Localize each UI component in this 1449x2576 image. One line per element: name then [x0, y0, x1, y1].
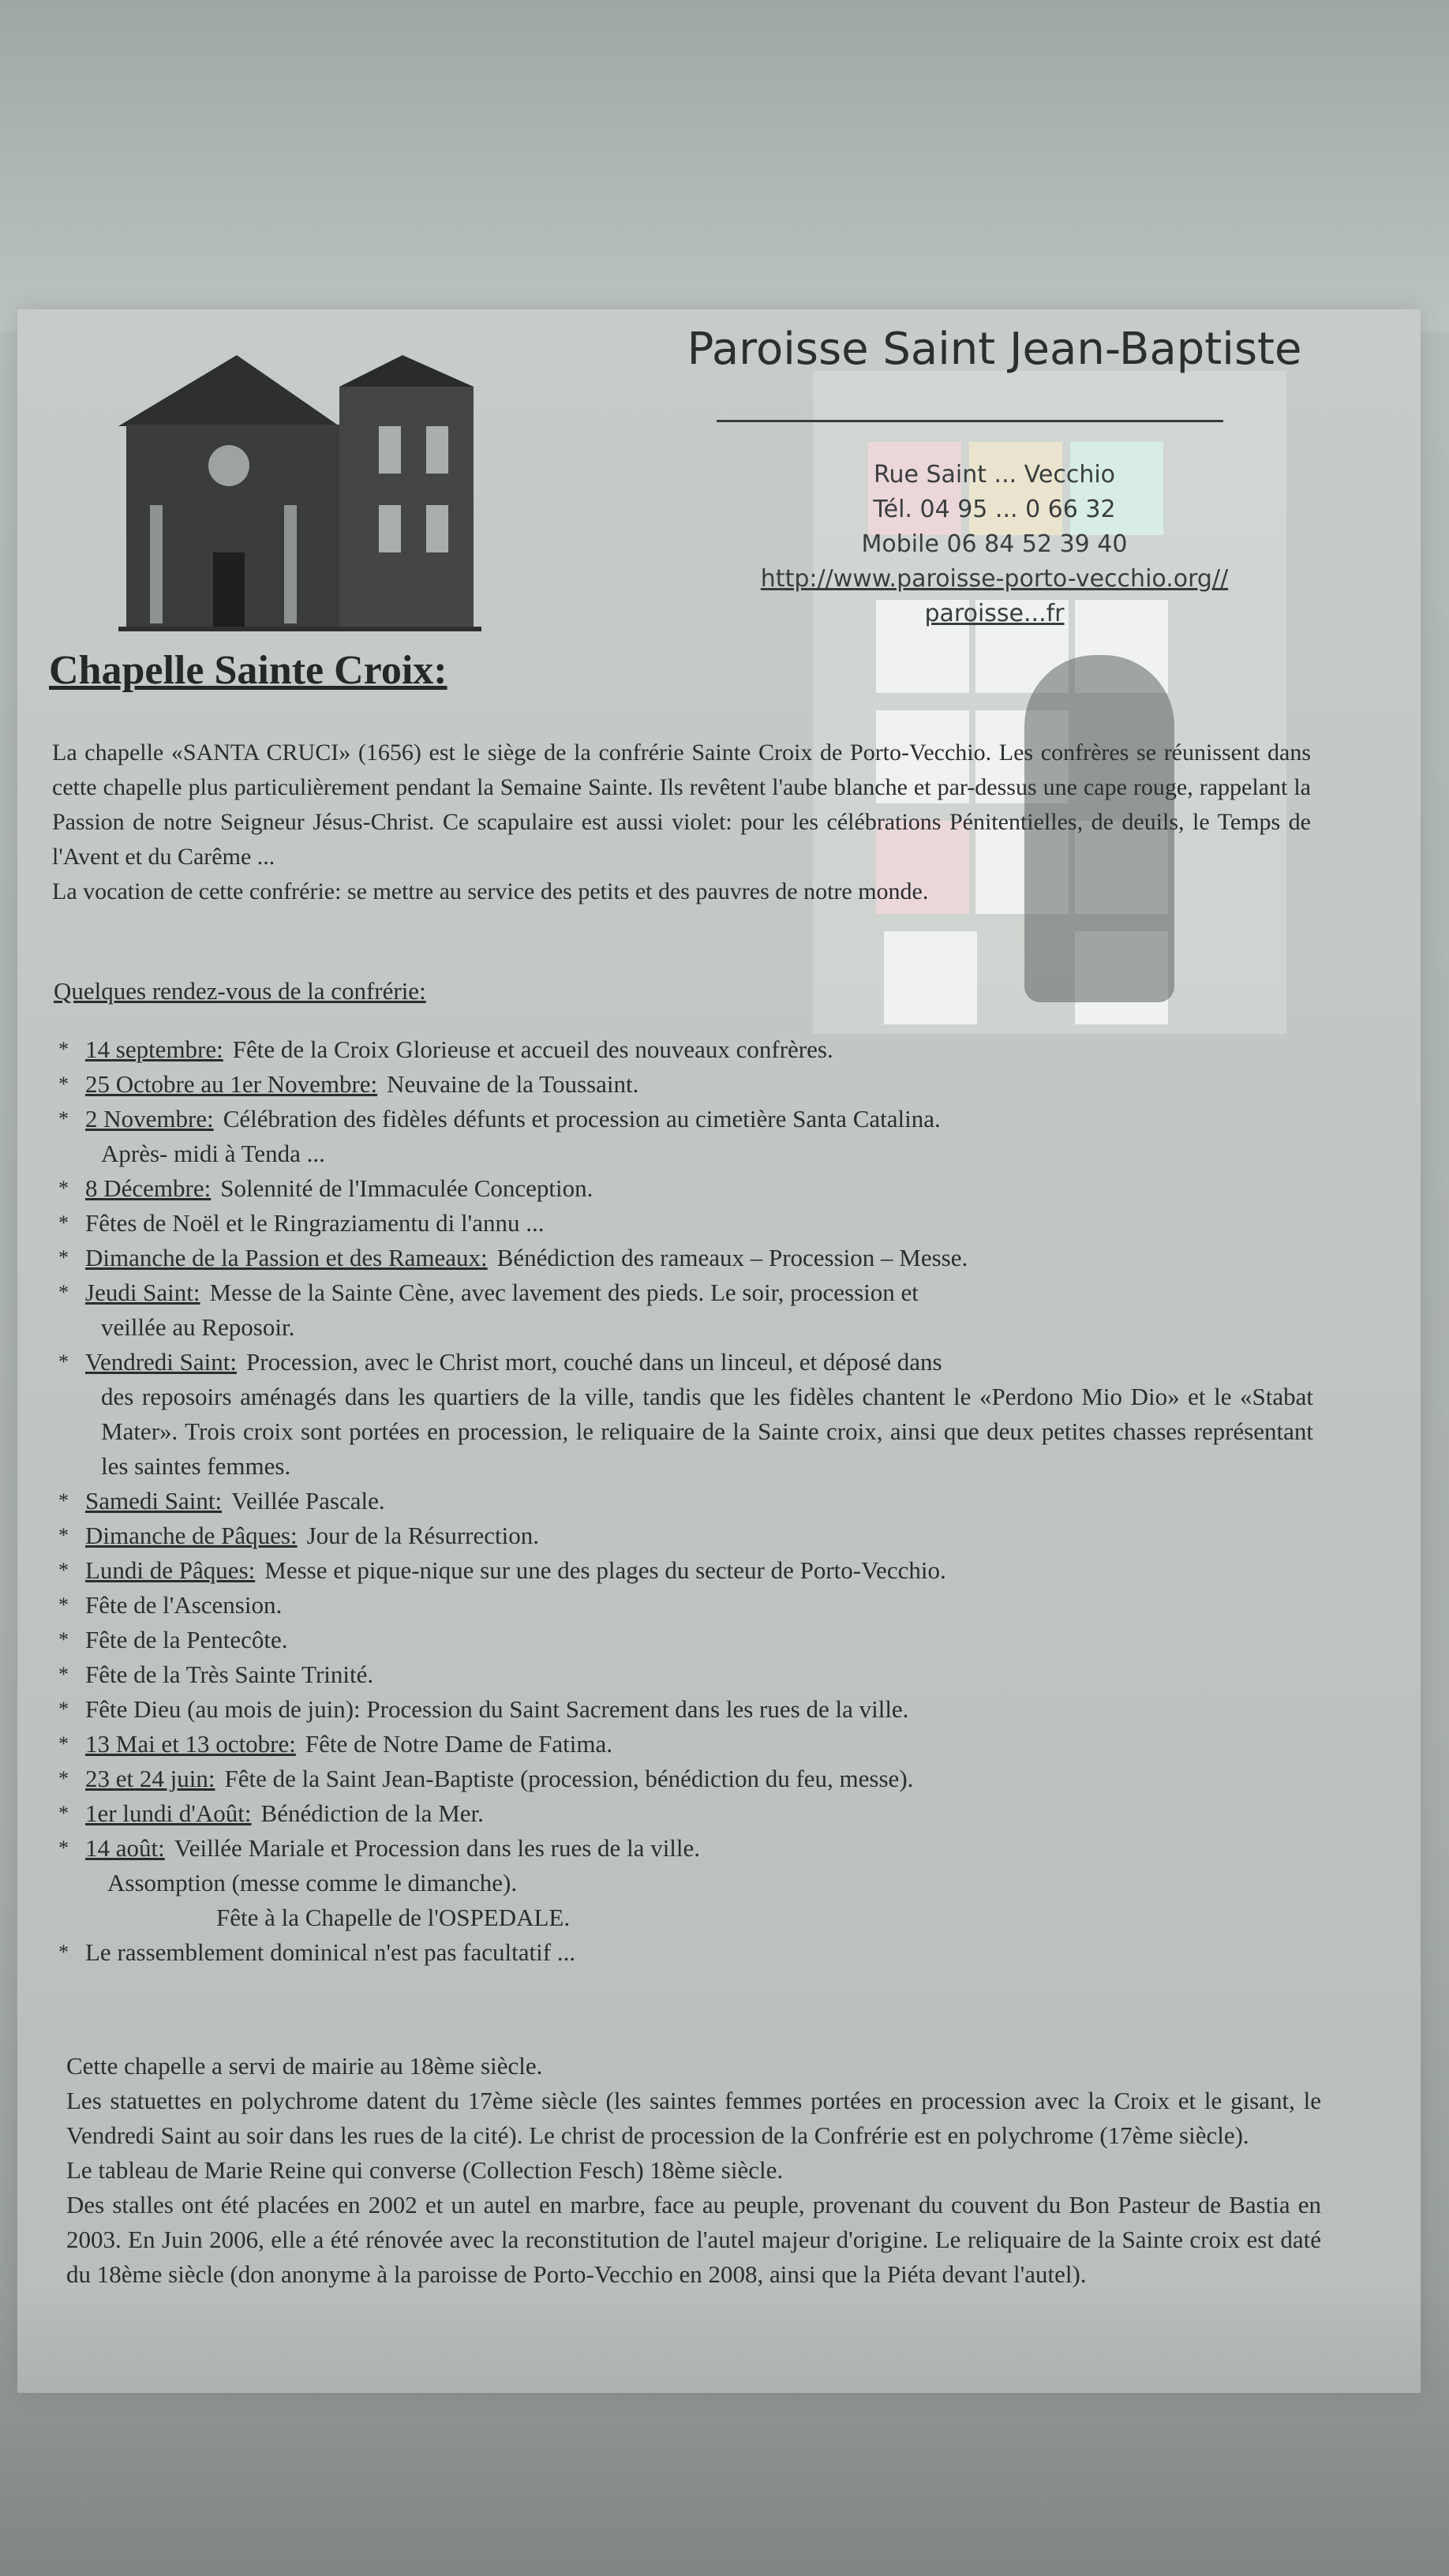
list-item: * 1er lundi d'Août: Bénédiction de la Mer. [58, 1796, 1313, 1831]
vocation-paragraph: La vocation de cette confrérie: se mettre au service des petits et des pauvres de notre monde. [52, 878, 929, 904]
list-item: * Fêtes de Noël et le Ringraziamentu di l'annu ... [58, 1206, 1313, 1241]
events-heading: Quelques rendez-vous de la confrérie: [54, 977, 426, 1005]
list-item: * Vendredi Saint: Procession, avec le Christ mort, couché dans un linceul, et déposé dans des reposoirs aménagés dans les quartiers de la ville, tandis que les fidèles chantent le «Perdono Mio Dio» et le «Stabat Mater». Trois croix sont portées en procession, le reliquaire de la Sainte croix, ainsi que deux petites chasses représentant les saintes femmes. [58, 1345, 1313, 1484]
list-item: * 2 Novembre: Célébration des fidèles défunts et procession au cimetière Santa Catalina. Après- midi à Tenda ... [58, 1102, 1313, 1171]
list-item: * 23 et 24 juin: Fête de la Saint Jean-Baptiste (procession, bénédiction du feu, messe). [58, 1762, 1313, 1796]
list-item: * Jeudi Saint: Messe de la Sainte Cène, avec lavement des pieds. Le soir, procession et veillée au Reposoir. [58, 1275, 1313, 1345]
intro-text [52, 736, 1311, 909]
window-pane [884, 931, 977, 1024]
list-item: * 14 août: Veillée Mariale et Procession dans les rues de la ville. [58, 1831, 1313, 1866]
phone-line: Tél. 04 95 ... 0 66 32 [873, 496, 1116, 523]
website-link[interactable]: http://www.paroisse-porto-vecchio.org// [760, 565, 1229, 593]
list-item: * Le rassemblement dominical n'est pas facultatif ... [58, 1935, 1313, 1970]
floor-reflection [0, 2289, 1449, 2576]
list-item: * Fête Dieu (au mois de juin): Procession du Saint Sacrement dans les rues de la ville. [58, 1692, 1313, 1727]
list-item: * Lundi de Pâques: Messe et pique-nique sur une des plages du secteur de Porto-Vecchio. [58, 1553, 1313, 1588]
history-paragraph: Des stalles ont été placées en 2002 et un autel en marbre, face au peuple, provenant du couvent du Bon Pasteur de Bastia en 2003. En Juin 2006, elle a été rénovée avec la reconstitution de l'autel majeur d'origine. Le reliquaire de la Sainte croix est daté du 18ème siècle (don anonyme à la paroisse de Porto-Vecchio en 2008, ainsi que la Piéta devant l'autel). [66, 2191, 1321, 2288]
address-line: Rue Saint ... Vecchio [873, 461, 1116, 489]
list-item: * Fête de la Pentecôte. [58, 1623, 1313, 1657]
history-paragraph: Les statuettes en polychrome datent du 17ème siècle (les saintes femmes portées en procession avec la Croix et le gisant, le Vendredi Saint au soir dans les rues de la cité). Le christ de procession de la Confrérie est en polychrome (17ème siècle). [66, 2087, 1321, 2149]
photo-background [0, 0, 1449, 331]
list-item: * 8 Décembre: Solennité de l'Immaculée Conception. [58, 1171, 1313, 1206]
history-paragraph: Cette chapelle a servi de mairie au 18ème siècle. [66, 2052, 543, 2080]
list-item: * Samedi Saint: Veillée Pascale. [58, 1484, 1313, 1518]
page-title: Chapelle Sainte Croix: [49, 648, 447, 693]
parish-contact [710, 458, 1279, 631]
mobile-line: Mobile 06 84 52 39 40 [861, 530, 1128, 558]
history-text [66, 2049, 1321, 2292]
history-paragraph: Le tableau de Marie Reine qui converse (Collection Fesch) 18ème siècle. [66, 2156, 784, 2184]
parish-title: Paroisse Saint Jean-Baptiste [687, 324, 1302, 375]
list-item: * 14 septembre: Fête de la Croix Glorieuse et accueil des nouveaux confrères. [58, 1032, 1313, 1067]
list-item: * 25 Octobre au 1er Novembre: Neuvaine de la Toussaint. [58, 1067, 1313, 1102]
list-item: * Fête de la Très Sainte Trinité. [58, 1657, 1313, 1692]
list-item: * Fête de l'Ascension. [58, 1588, 1313, 1623]
assumption-line: Assomption (messe comme le dimanche). [107, 1869, 518, 1896]
events-list [58, 1032, 1313, 1970]
ospedale-line: Fête à la Chapelle de l'OSPEDALE. [216, 1904, 571, 1931]
list-item: * 13 Mai et 13 octobre: Fête de Notre Dame de Fatima. [58, 1727, 1313, 1762]
list-item: * Dimanche de Pâques: Jour de la Résurrection. [58, 1518, 1313, 1553]
church-engraving-icon [87, 339, 497, 631]
intro-paragraph: La chapelle «SANTA CRUCI» (1656) est le siège de la confrérie Sainte Croix de Porto-Vecchio. Les confrères se réunissent dans cette chapelle plus particulièrement pendant la Semaine Sainte. Ils revêtent l'aube blanche et par-dessus une cape rouge, rappelant la Passion de notre Seigneur Jésus-Christ. Ce scapulaire est aussi violet: pour les célébrations Pénitentielles, de deuils, le Temps de l'Avent et du Carême ... [52, 739, 1311, 870]
email-link[interactable]: paroisse...fr [924, 600, 1065, 627]
list-item: * Dimanche de la Passion et des Rameaux: Bénédiction des rameaux – Procession – Messe. [58, 1241, 1313, 1275]
header-divider [717, 420, 1223, 422]
